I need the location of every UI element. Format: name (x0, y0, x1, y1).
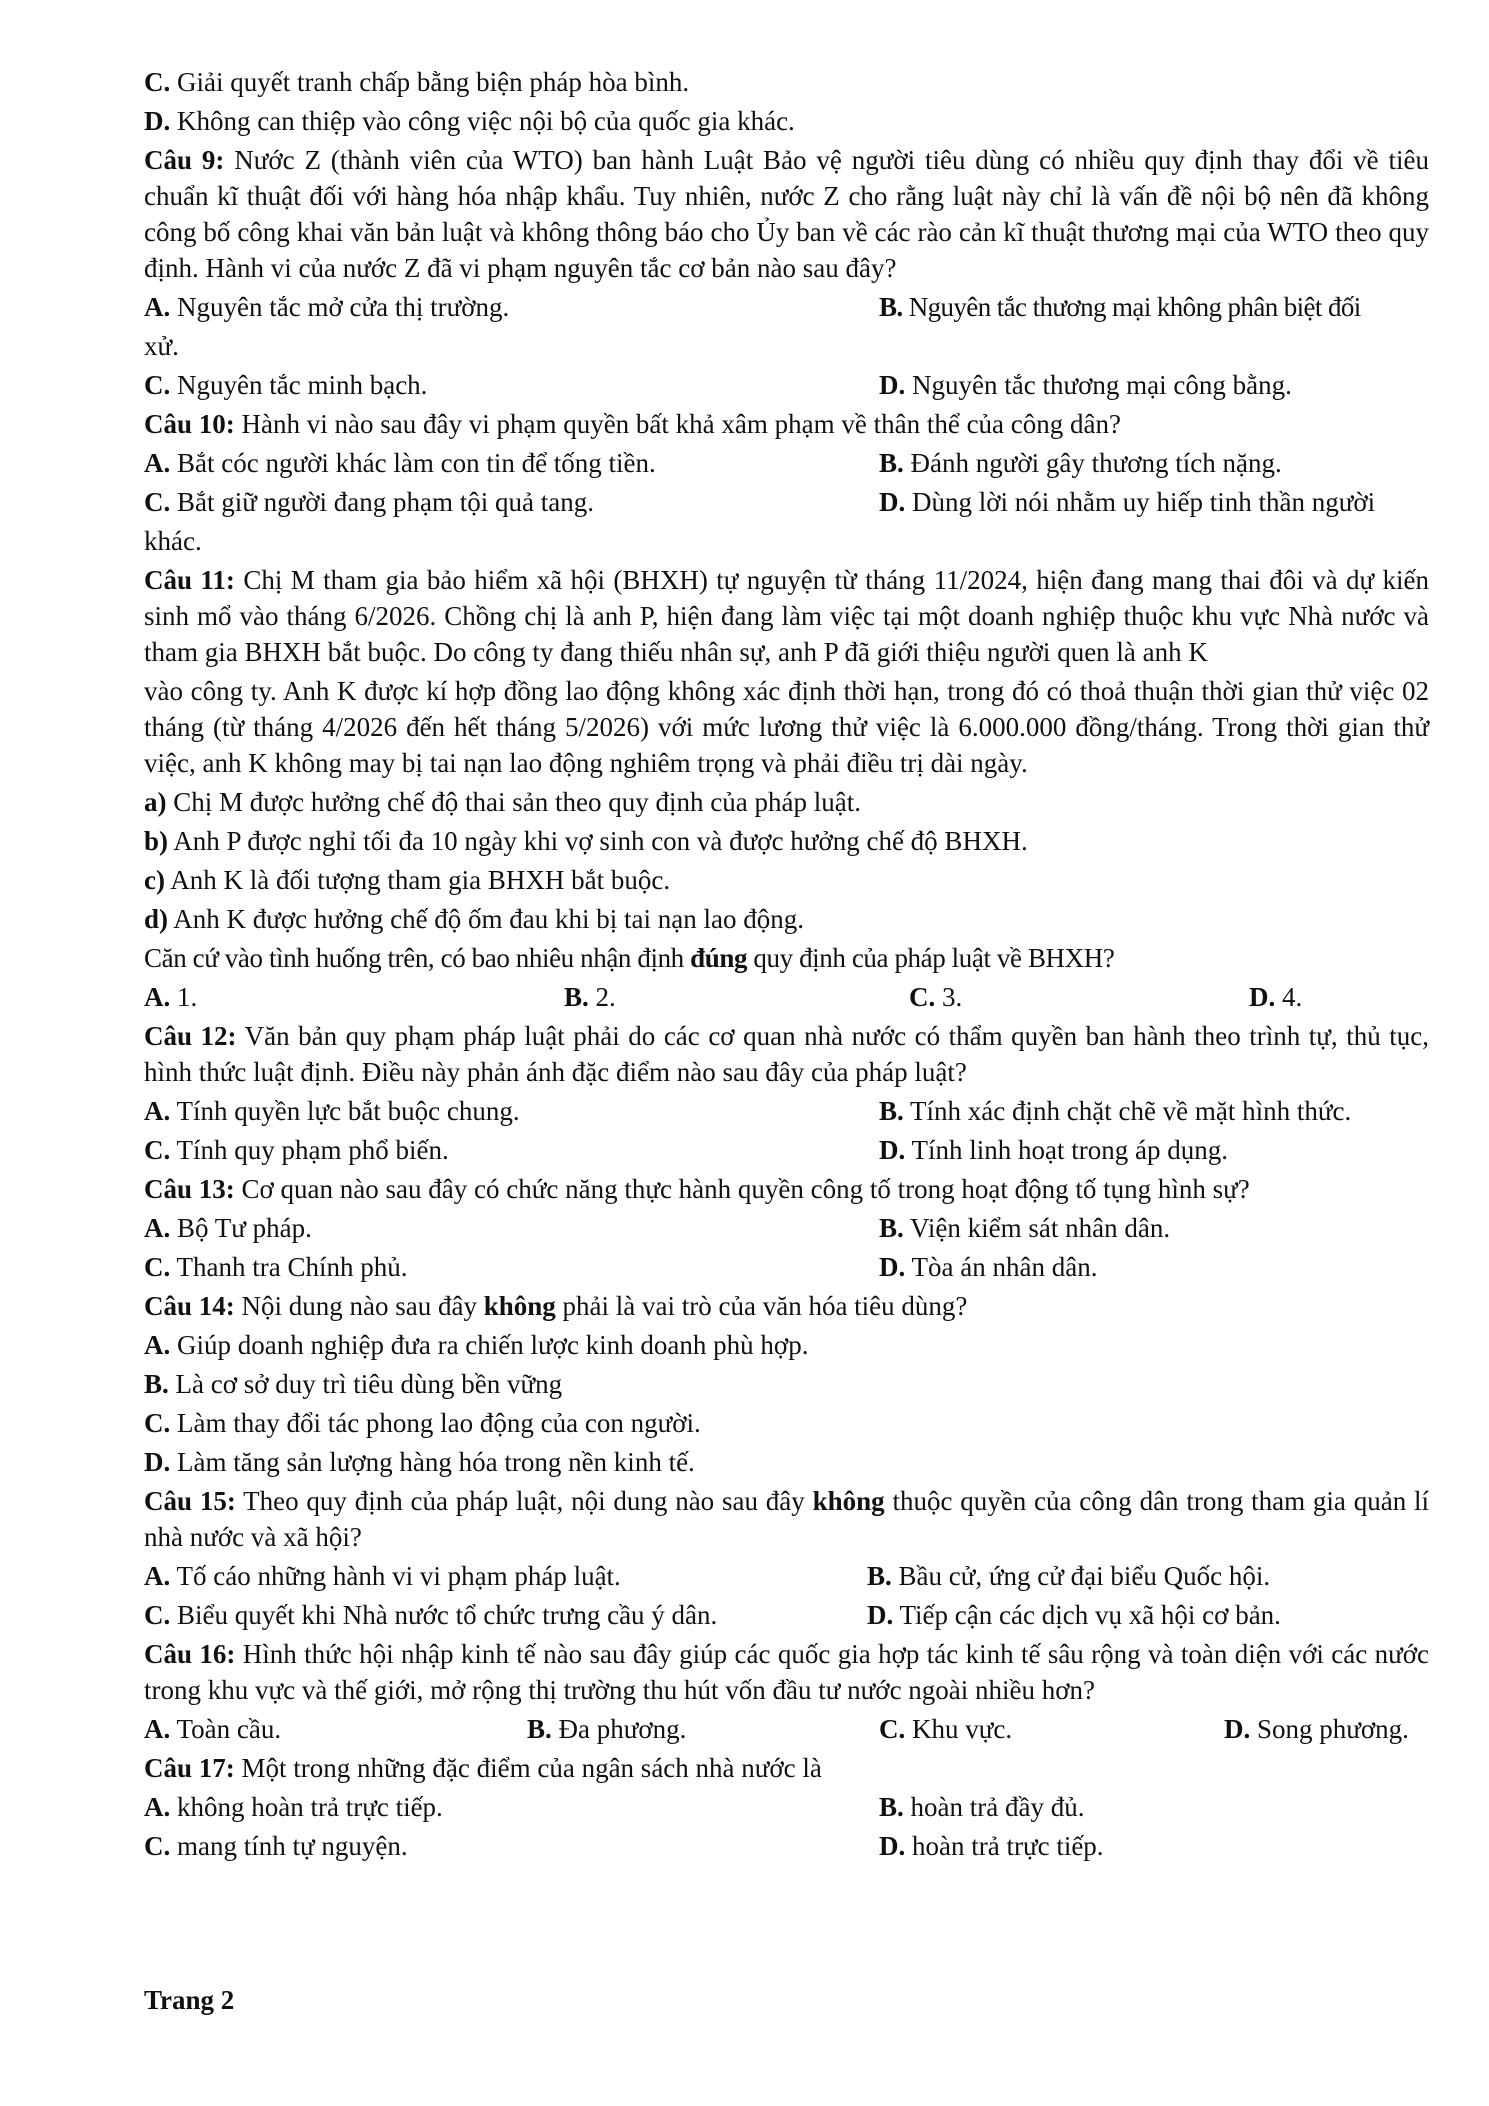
q17-option-d: D. hoàn trả trực tiếp. (879, 1831, 1104, 1861)
q13-options-cd (144, 1249, 1429, 1285)
q11-option-b: B. 2. (564, 982, 616, 1012)
q11-option-c: C. 3. (909, 982, 963, 1012)
q10-options-cd (144, 484, 1429, 520)
q16-option-d: D. Song phương. (1224, 1714, 1409, 1744)
q11-statement-c: c) Anh K là đối tượng tham gia BHXH bắt buộc. (144, 865, 671, 895)
q14-option-d: D. Làm tăng sản lượng hàng hóa trong nền kinh tế. (144, 1447, 695, 1477)
q10-option-b: B. Đánh người gây thương tích nặng. (879, 448, 1282, 478)
q9-option-d: D. Nguyên tắc thương mại công bằng. (879, 370, 1292, 400)
option-c-previous: C. Giải quyết tranh chấp bằng biện pháp hòa bình. (144, 67, 690, 97)
q9-option-b: B. Nguyên tắc thương mại không phân biệt đối (879, 292, 1361, 322)
q15-option-d: D. Tiếp cận các dịch vụ xã hội cơ bản. (867, 1600, 1281, 1630)
q17-options-cd (144, 1828, 1429, 1864)
q11-statement-b: b) Anh P được nghỉ tối đa 10 ngày khi vợ sinh con và được hưởng chế độ BHXH. (144, 826, 1028, 856)
q10-option-d-continued: khác. (144, 526, 202, 556)
q15-option-b: B. Bầu cử, ứng cử đại biểu Quốc hội. (867, 1561, 1271, 1591)
q13-options-ab (144, 1210, 1429, 1246)
q15-option-c: C. Biểu quyết khi Nhà nước tổ chức trưng cầu ý dân. (144, 1600, 718, 1630)
q12-option-c: C. Tính quy phạm phổ biến. (144, 1135, 449, 1165)
q14-option-b: B. Là cơ sở duy trì tiêu dùng bền vững (144, 1369, 563, 1399)
question-16: Câu 16: Hình thức hội nhập kinh tế nào sau đây giúp các quốc gia hợp tác kinh tế sâu rộng và toàn diện với các nước trong khu vực và thế giới, mở rộng thị trường thu hút vốn đầu tư nước ngoài nhiều hơn? (144, 1639, 1429, 1705)
q12-options-ab (144, 1093, 1429, 1129)
q10-option-d: D. Dùng lời nói nhằm uy hiếp tinh thần người (879, 487, 1376, 517)
q9-options-cd (144, 367, 1429, 403)
q13-option-a: A. Bộ Tư pháp. (144, 1213, 312, 1243)
q13-option-c: C. Thanh tra Chính phủ. (144, 1252, 408, 1282)
q17-option-b: B. hoàn trả đầy đủ. (879, 1792, 1085, 1822)
question-12: Câu 12: Văn bản quy phạm pháp luật phải do các cơ quan nhà nước có thẩm quyền ban hành theo trình tự, thủ tục, hình thức luật định. Điều này phản ánh đặc điểm nào sau đây của pháp luật? (144, 1021, 1429, 1087)
question-11: Câu 11: Chị M tham gia bảo hiểm xã hội (BHXH) tự nguyện từ tháng 11/2024, hiện đang mang thai đôi và dự kiến sinh mổ vào tháng 6/2026. Chồng chị là anh P, hiện đang làm việc tại một doanh nghiệp thuộc khu vực Nhà nước và tham gia BHXH bắt buộc. Do công ty đang thiếu nhân sự, anh P đã giới thiệu người quen là anh K (144, 565, 1429, 667)
q11-option-a: A. 1. (144, 982, 198, 1012)
question-10: Câu 10: Hành vi nào sau đây vi phạm quyền bất khả xâm phạm về thân thể của công dân? (144, 409, 1121, 439)
q16-option-a: A. Toàn cầu. (144, 1714, 282, 1744)
q17-options-ab (144, 1789, 1429, 1825)
option-d-previous: D. Không can thiệp vào công việc nội bộ của quốc gia khác. (144, 106, 795, 136)
exam-page (144, 64, 1429, 1867)
q17-option-a: A. không hoàn trả trực tiếp. (144, 1792, 443, 1822)
q15-options-cd (144, 1597, 1429, 1633)
question-15: Câu 15: Theo quy định của pháp luật, nội dung nào sau đây không thuộc quyền của công dân trong tham gia quản lí nhà nước và xã hội? (144, 1486, 1430, 1552)
q11-statement-a: a) Chị M được hưởng chế độ thai sản theo quy định của pháp luật. (144, 787, 861, 817)
q12-option-a: A. Tính quyền lực bắt buộc chung. (144, 1096, 520, 1126)
q9-options-ab (144, 289, 1429, 325)
question-13: Câu 13: Cơ quan nào sau đây có chức năng thực hành quyền công tố trong hoạt động tố tụng hình sự? (144, 1174, 1250, 1204)
q12-option-b: B. Tính xác định chặt chẽ về mặt hình thức. (879, 1096, 1352, 1126)
q10-option-a: A. Bắt cóc người khác làm con tin để tống tiền. (144, 448, 656, 478)
question-9: Câu 9: Nước Z (thành viên của WTO) ban hành Luật Bảo vệ người tiêu dùng có nhiều quy định thay đổi về tiêu chuẩn kĩ thuật đối với hàng hóa nhập khẩu. Tuy nhiên, nước Z cho rằng luật này chỉ là vấn đề nội bộ nên đã không công bố công khai văn bản luật và không thông báo cho Ủy ban về các rào cản kĩ thuật thương mại của WTO theo quy định. Hành vi của nước Z đã vi phạm nguyên tắc cơ bản nào sau đây? (144, 145, 1429, 283)
page-footer: Trang 2 (144, 1985, 235, 2015)
q12-options-cd (144, 1132, 1429, 1168)
q14-option-c: C. Làm thay đổi tác phong lao động của con người. (144, 1408, 701, 1438)
q9-option-b-continued: xử. (144, 331, 179, 361)
q15-option-a: A. Tố cáo những hành vi vi phạm pháp luật. (144, 1561, 621, 1591)
question-17: Câu 17: Một trong những đặc điểm của ngân sách nhà nước là (144, 1753, 822, 1783)
q17-option-c: C. mang tính tự nguyện. (144, 1831, 408, 1861)
question-14: Câu 14: Nội dung nào sau đây không phải là vai trò của văn hóa tiêu dùng? (144, 1291, 968, 1321)
q11-ask: Căn cứ vào tình huống trên, có bao nhiêu nhận định đúng quy định của pháp luật về BHXH? (144, 943, 1115, 973)
q13-option-b: B. Viện kiểm sát nhân dân. (879, 1213, 1171, 1243)
q11-option-d: D. 4. (1249, 982, 1303, 1012)
q11-statement-d: d) Anh K được hưởng chế độ ốm đau khi bị tai nạn lao động. (144, 904, 804, 934)
q10-option-c: C. Bắt giữ người đang phạm tội quả tang. (144, 487, 594, 517)
q10-options-ab (144, 445, 1429, 481)
q15-options-ab (144, 1558, 1429, 1594)
q11-options (144, 979, 1429, 1015)
q16-option-c: C. Khu vực. (879, 1714, 1013, 1744)
q13-option-d: D. Tòa án nhân dân. (879, 1252, 1098, 1282)
q9-option-c: C. Nguyên tắc minh bạch. (144, 370, 428, 400)
q16-options (144, 1711, 1429, 1747)
q16-option-b: B. Đa phương. (527, 1714, 687, 1744)
q9-option-a: A. Nguyên tắc mở cửa thị trường. (144, 292, 510, 322)
q12-option-d: D. Tính linh hoạt trong áp dụng. (879, 1135, 1228, 1165)
question-11-continued: vào công ty. Anh K được kí hợp đồng lao động không xác định thời hạn, trong đó có thoả thuận thời gian thử việc 02 tháng (từ tháng 4/2026 đến hết tháng 5/2026) với mức lương thử việc là 6.000.000 đồng/tháng. Trong thời gian thử việc, anh K không may bị tai nạn lao động nghiêm trọng và phải điều trị dài ngày. (144, 676, 1429, 778)
q14-option-a: A. Giúp doanh nghiệp đưa ra chiến lược kinh doanh phù hợp. (144, 1330, 809, 1360)
